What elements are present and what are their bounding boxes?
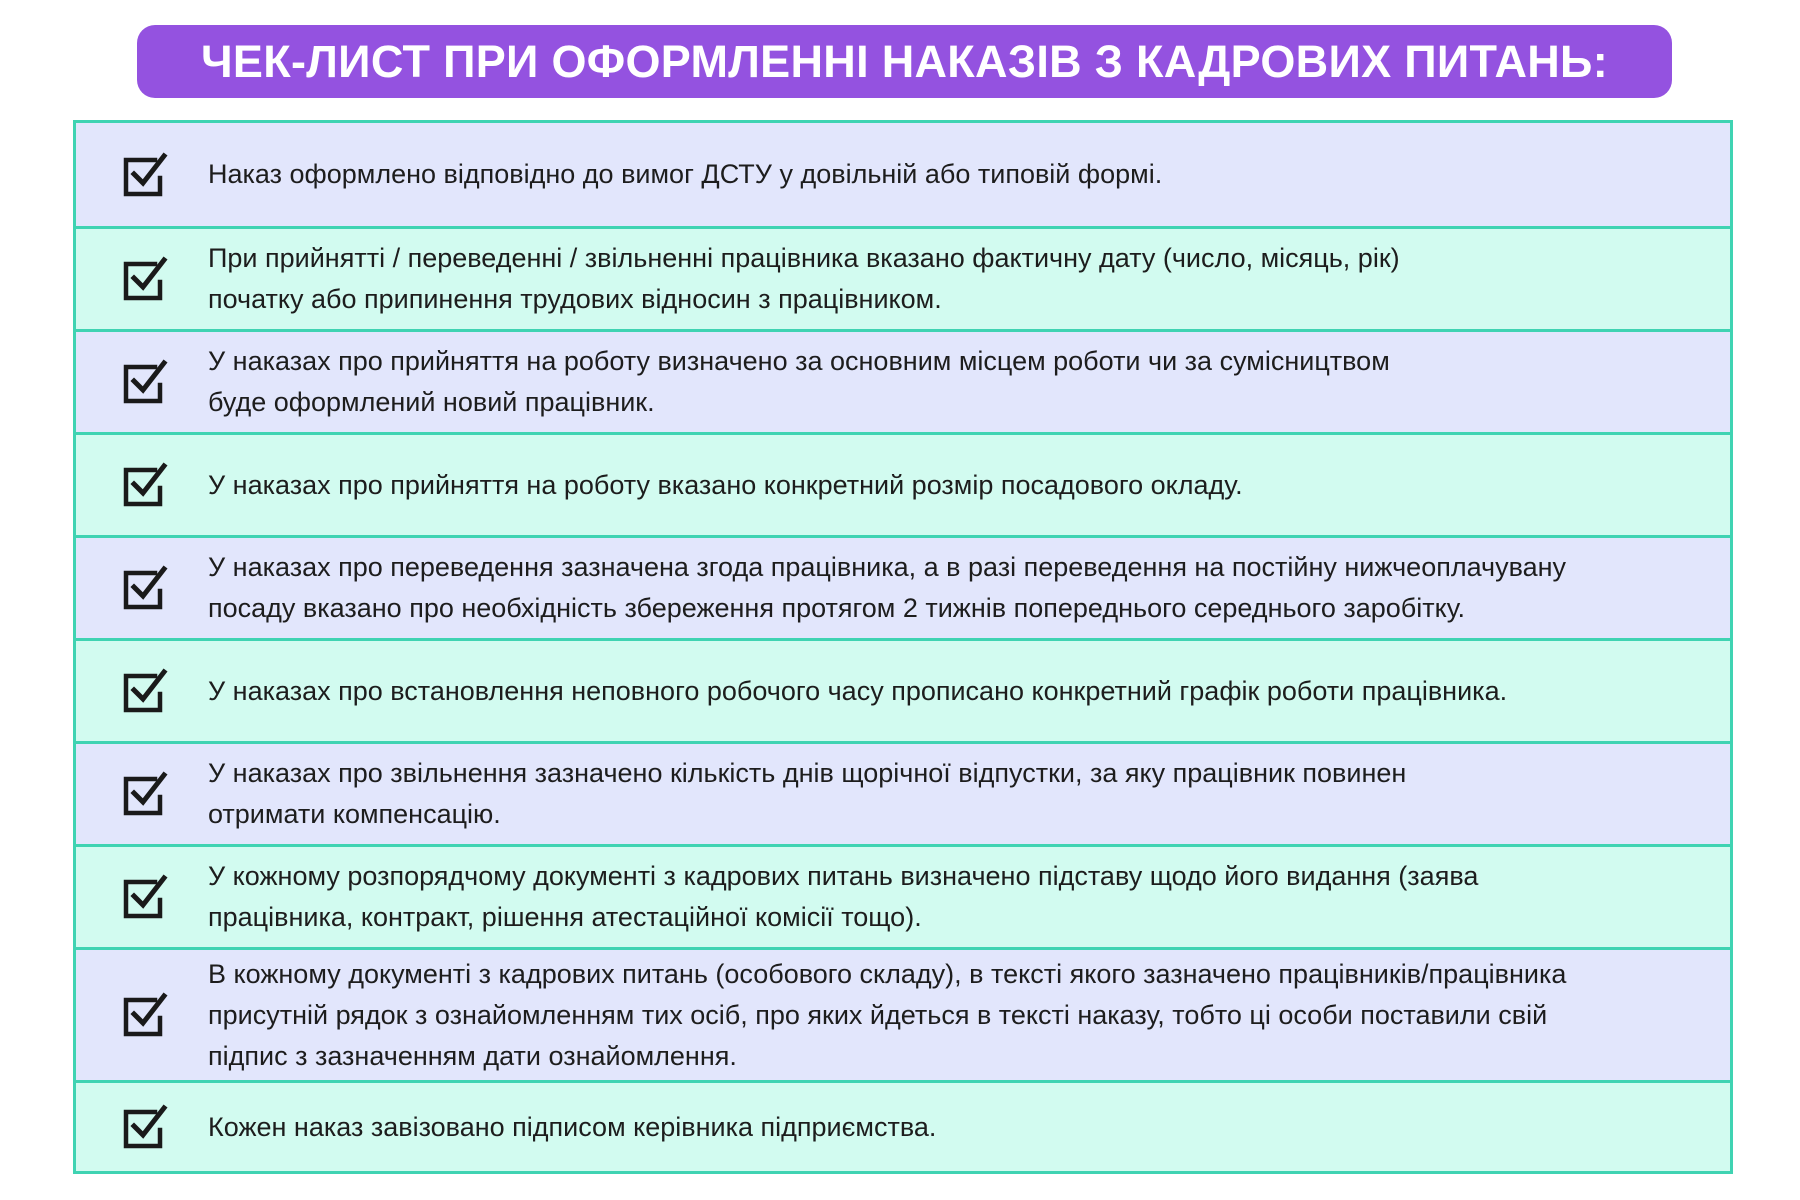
checklist-row — [76, 947, 1730, 1080]
checked-checkbox-icon — [122, 1104, 168, 1150]
checklist-row — [76, 535, 1730, 638]
checked-checkbox-icon — [122, 668, 168, 714]
checked-checkbox-icon — [122, 152, 168, 198]
checklist-item-text: У наказах про прийняття на роботу вказано конкретний розмір посадового окладу. — [208, 469, 1243, 500]
checklist-item-text: В кожному документі з кадрових питань (особового складу), в тексті якого зазначено працівників/працівника присутній рядок з ознайомленням тих осіб, про яких йдеться в тексті наказу, тобто ці особи поставили свій підпис з зазначенням дати ознайомлення. — [208, 958, 1567, 1071]
checklist-row — [76, 638, 1730, 741]
checklist-row — [76, 741, 1730, 844]
checklist-row — [76, 123, 1730, 226]
checked-checkbox-icon — [122, 565, 168, 611]
checked-checkbox-icon — [122, 771, 168, 817]
checklist-row — [76, 329, 1730, 432]
checklist-item-text: Кожен наказ завізовано підписом керівника підприємства. — [208, 1111, 937, 1142]
checked-checkbox-icon — [122, 256, 168, 302]
checked-checkbox-icon — [122, 462, 168, 508]
checklist-row — [76, 226, 1730, 329]
checklist-item-text: При прийнятті / переведенні / звільненні працівника вказано фактичну дату (число, місяць, рік) початку або припинення трудових відносин з працівником. — [208, 243, 1400, 314]
checklist-item-text: У наказах про звільнення зазначено кількість днів щорічної відпустки, за яку працівник повинен отримати компенсацію. — [208, 758, 1407, 829]
checklist-row — [76, 432, 1730, 535]
page-title: ЧЕК-ЛИСТ ПРИ ОФОРМЛЕННІ НАКАЗІВ З КАДРОВИХ ПИТАНЬ: — [201, 35, 1608, 87]
checklist-item-text: У кожному розпорядчому документі з кадрових питань визначено підставу щодо його видання (заява працівника, контракт, рішення атестаційної комісії тощо). — [208, 861, 1479, 932]
title-banner — [137, 25, 1672, 98]
checked-checkbox-icon — [122, 874, 168, 920]
checklist-row — [76, 844, 1730, 947]
checklist-row — [76, 1080, 1730, 1171]
checked-checkbox-icon — [122, 992, 168, 1038]
checklist-item-text: Наказ оформлено відповідно до вимог ДСТУ у довільній або типовій формі. — [208, 159, 1163, 189]
checklist-item-text: У наказах про переведення зазначена згода працівника, а в разі переведення на постійну нижчеоплачувану посаду вказано про необхідність збереження протягом 2 тижнів попереднього середнього заробітку. — [208, 552, 1567, 623]
checked-checkbox-icon — [122, 359, 168, 405]
checklist-item-text: У наказах про встановлення неповного робочого часу прописано конкретний графік роботи працівника. — [208, 675, 1508, 706]
checklist-item-text: У наказах про прийняття на роботу визначено за основним місцем роботи чи за сумісництвом буде оформлений новий працівник. — [208, 346, 1390, 417]
checklist-table — [73, 120, 1733, 1174]
